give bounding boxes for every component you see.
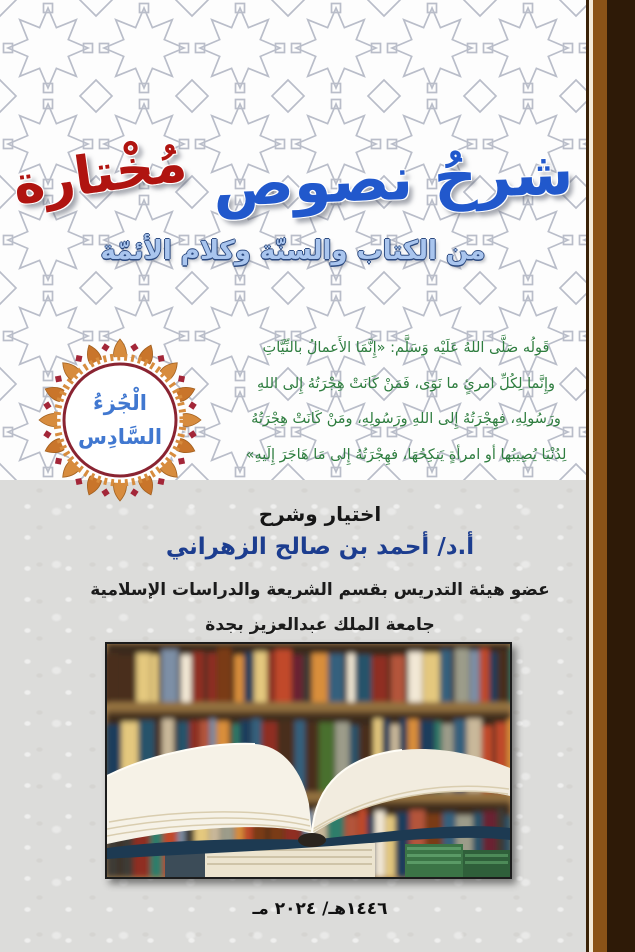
volume-badge-line1: الْجُزءُ (92, 391, 148, 415)
hadith-line-4: لِدُنْيَا يُصِيبُها أو امرأةٍ يَنكِحُهَا، فهِجْرَتُهُ إِلى مَا هَاجَرَ إِلَيهِ» (245, 446, 567, 463)
volume-badge-line2: السَّادِس (77, 425, 163, 449)
hadith-line-1: قَولُه صَلَّى اللهُ عَلَيْه وَسَلَّم: «إِنَّمَا الأَعمالُ بالنِّيَّاتِ (262, 340, 550, 356)
open-book-photo (107, 644, 510, 877)
title-main-words: شرحُ نصوص (211, 138, 575, 221)
author-affiliation-univ: جامعة الملك عبدالعزيز بجدة (205, 615, 435, 635)
author-affiliation-dept: عضو هيئة التدريس بقسم الشريعة والدراسات الإسلامية (90, 580, 550, 600)
volume-medallion (36, 336, 204, 504)
publication-date: ١٤٤٦هـ/ ٢٠٢٤ مـ (252, 899, 388, 919)
byline-label: اختيار وشرح (258, 502, 382, 526)
hadith-line-2: وإِنَّما لِكُلِّ امرئٍ ما نَوَى، فَمَنْ كَانَتْ هِجْرَتُهُ إِلى اللهِ (257, 375, 555, 392)
cover-spine-strip (586, 0, 635, 952)
title-accent-word: مُخْتارة (8, 131, 190, 217)
hadith-quote (232, 331, 580, 473)
hadith-line-3: ورَسُولِهِ، فهِجْرَتُهُ إِلى اللهِ ورَسُولِهِ، ومَنْ كَانَتْ هِجْرَتُهُ (251, 411, 561, 427)
book-subtitle: من الكتاب والسنّة وكلام الأئمّة (100, 236, 486, 266)
cover-photo-frame (105, 642, 512, 879)
author-name: أ.د/ أحمد بن صالح الزهراني (165, 534, 475, 560)
